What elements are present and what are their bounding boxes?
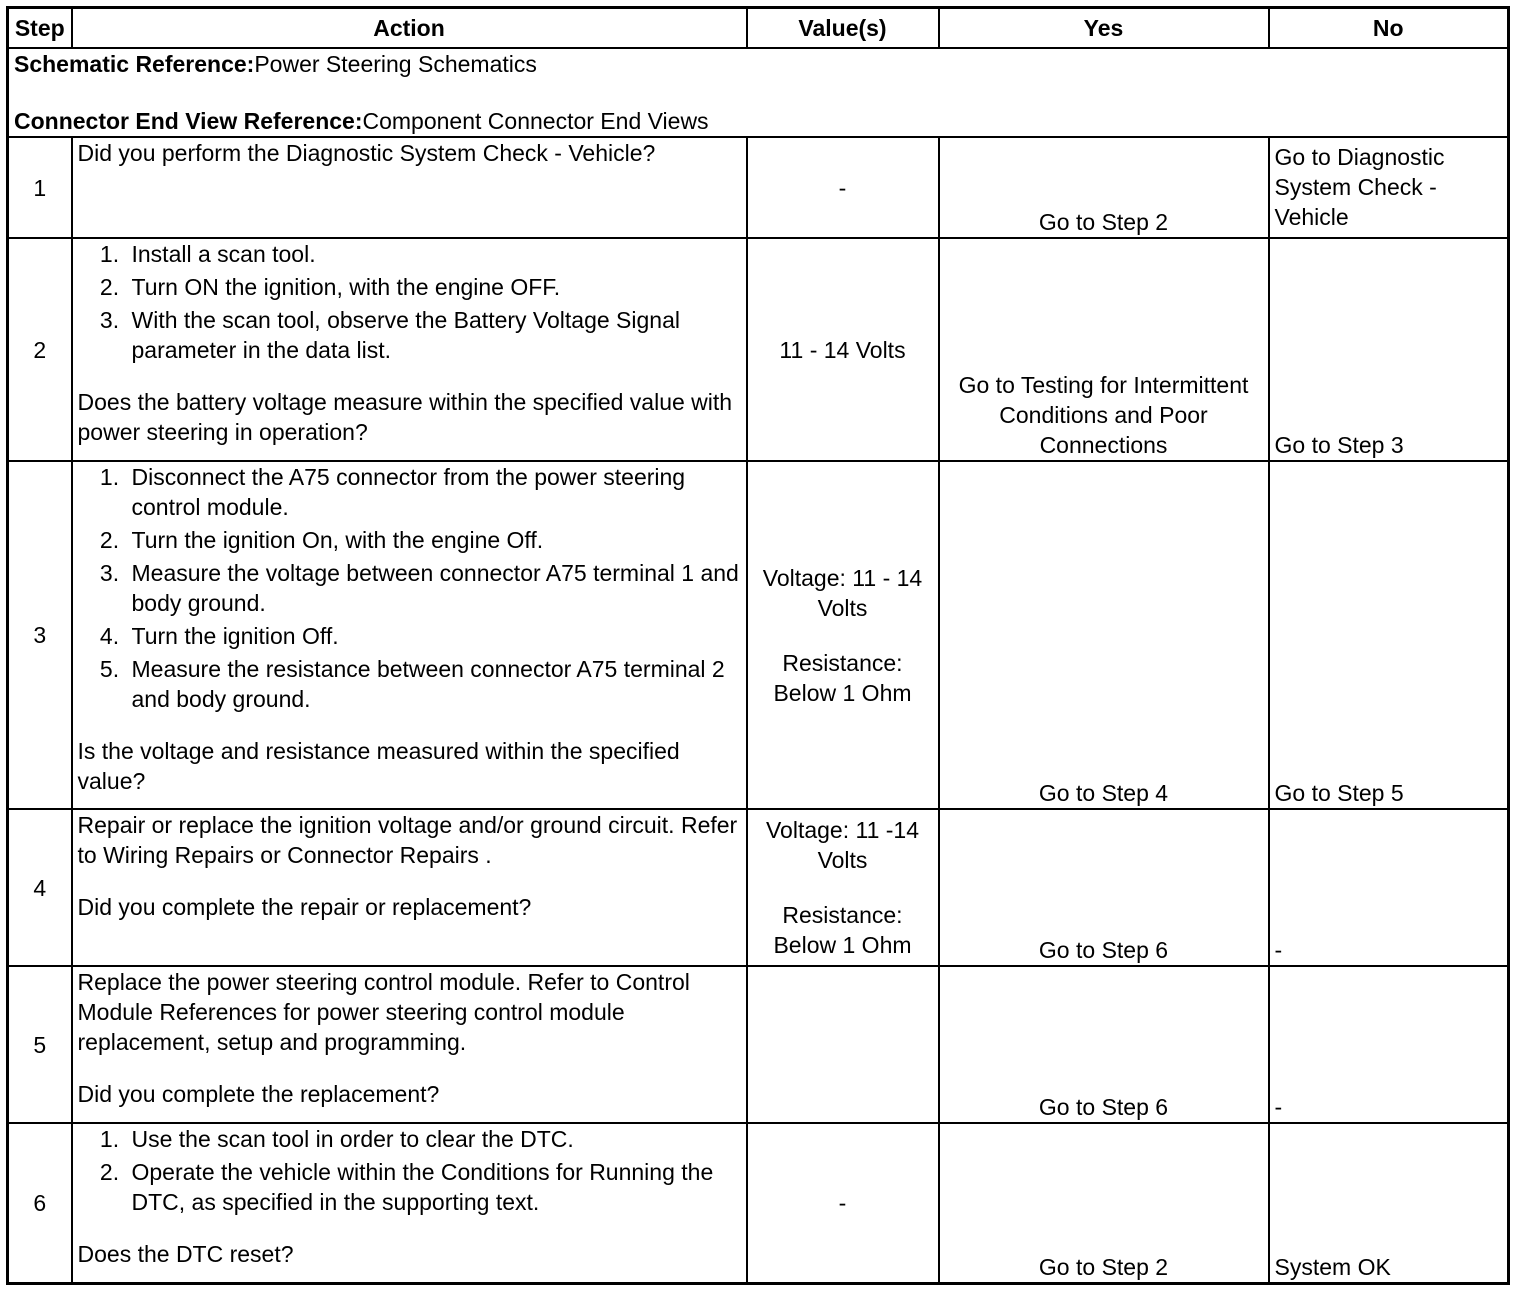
schematic-reference — [14, 49, 1502, 79]
action-question: Does the DTC reset? — [77, 1241, 294, 1267]
table-row — [8, 809, 1509, 966]
list-item: 1. Install a scan tool. — [126, 239, 741, 269]
reference-cell — [8, 48, 1509, 137]
table-row — [8, 966, 1509, 1123]
list-item: 1. Use the scan tool in order to clear the DTC. — [126, 1124, 741, 1154]
header-yes: Yes — [939, 8, 1269, 49]
yes-cell[interactable]: Go to Step 6 — [939, 966, 1269, 1123]
value-cell — [747, 966, 939, 1123]
connector-reference-label: Connector End View Reference: — [14, 108, 363, 134]
action-question: Does the battery voltage measure within the specified value with power steering in operation? — [77, 389, 733, 445]
step-number: 4 — [8, 809, 72, 966]
yes-cell[interactable]: Go to Step 4 — [939, 461, 1269, 809]
action-cell — [72, 238, 747, 461]
action-question: Did you complete the replacement? — [77, 1081, 440, 1107]
list-item: 2. Turn ON the ignition, with the engine OFF. — [126, 272, 741, 302]
action-cell — [72, 461, 747, 809]
step-number: 6 — [8, 1123, 72, 1283]
step-number: 1 — [8, 137, 72, 238]
step-number: 2 — [8, 238, 72, 461]
voltage-value: Voltage: 11 - 14 Volts — [762, 564, 923, 621]
list-item: 3. With the scan tool, observe the Battery Voltage Signal parameter in the data list. — [126, 305, 741, 365]
action-steps-list — [78, 462, 741, 714]
action-steps-list — [78, 1124, 741, 1217]
header-action: Action — [72, 8, 747, 49]
no-cell: - — [1269, 966, 1509, 1123]
value-cell — [747, 809, 939, 966]
yes-cell[interactable]: Go to Step 2 — [939, 1123, 1269, 1283]
action-text: Repair or replace the ignition voltage and/or ground circuit. Refer to Wiring Repairs or Connector Repairs . — [77, 812, 738, 868]
yes-cell[interactable]: Go to Step 2 — [939, 137, 1269, 238]
no-cell: - — [1269, 809, 1509, 966]
list-item: 2. Operate the vehicle within the Conditions for Running the DTC, as specified in the supporting text. — [126, 1157, 741, 1217]
diagnostic-table — [6, 6, 1510, 1285]
action-steps-list — [78, 239, 741, 365]
value-cell: - — [747, 1123, 939, 1283]
action-cell — [72, 809, 747, 966]
list-item: 1. Disconnect the A75 connector from the power steering control module. — [126, 462, 741, 522]
list-item: 5. Measure the resistance between connector A75 terminal 2 and body ground. — [126, 654, 741, 714]
header-values: Value(s) — [747, 8, 939, 49]
table-row — [8, 137, 1509, 238]
value-cell — [747, 461, 939, 809]
action-cell — [72, 1123, 747, 1283]
resistance-value: Resistance: Below 1 Ohm — [773, 649, 912, 706]
table-row — [8, 461, 1509, 809]
connector-reference — [14, 106, 1502, 136]
table-row — [8, 1123, 1509, 1283]
resistance-value: Resistance: Below 1 Ohm — [773, 902, 912, 958]
connector-reference-link[interactable]: Component Connector End Views — [362, 108, 709, 134]
action-question: Did you complete the repair or replacement? — [77, 894, 532, 920]
yes-cell[interactable]: Go to Testing for Intermittent Conditions and Poor Connections — [939, 238, 1269, 461]
table-row — [8, 238, 1509, 461]
no-cell: System OK — [1269, 1123, 1509, 1283]
header-step: Step — [8, 8, 72, 49]
schematic-reference-link[interactable]: Power Steering Schematics — [254, 51, 537, 77]
list-item: 2. Turn the ignition On, with the engine Off. — [126, 525, 741, 555]
header-no: No — [1269, 8, 1509, 49]
step-number: 3 — [8, 461, 72, 809]
yes-cell[interactable]: Go to Step 6 — [939, 809, 1269, 966]
action-cell — [72, 137, 747, 238]
list-item: 3. Measure the voltage between connector A75 terminal 1 and body ground. — [126, 558, 741, 618]
schematic-reference-label: Schematic Reference: — [14, 51, 255, 77]
action-text: Replace the power steering control module. Refer to Control Module References for power steering control module replacement, setup and programming. — [77, 969, 690, 1055]
value-cell: - — [747, 137, 939, 238]
action-text: Did you perform the Diagnostic System Check - Vehicle? — [77, 140, 656, 166]
header-row — [8, 8, 1509, 49]
list-item: 4. Turn the ignition Off. — [126, 621, 741, 651]
no-cell[interactable]: Go to Step 3 — [1269, 238, 1509, 461]
step-number: 5 — [8, 966, 72, 1123]
reference-row — [8, 48, 1509, 137]
no-cell[interactable]: Go to Diagnostic System Check - Vehicle — [1269, 137, 1509, 238]
value-cell: 11 - 14 Volts — [747, 238, 939, 461]
action-cell — [72, 966, 747, 1123]
no-cell[interactable]: Go to Step 5 — [1269, 461, 1509, 809]
action-question: Is the voltage and resistance measured within the specified value? — [77, 738, 680, 794]
voltage-value: Voltage: 11 -14 Volts — [765, 817, 920, 873]
